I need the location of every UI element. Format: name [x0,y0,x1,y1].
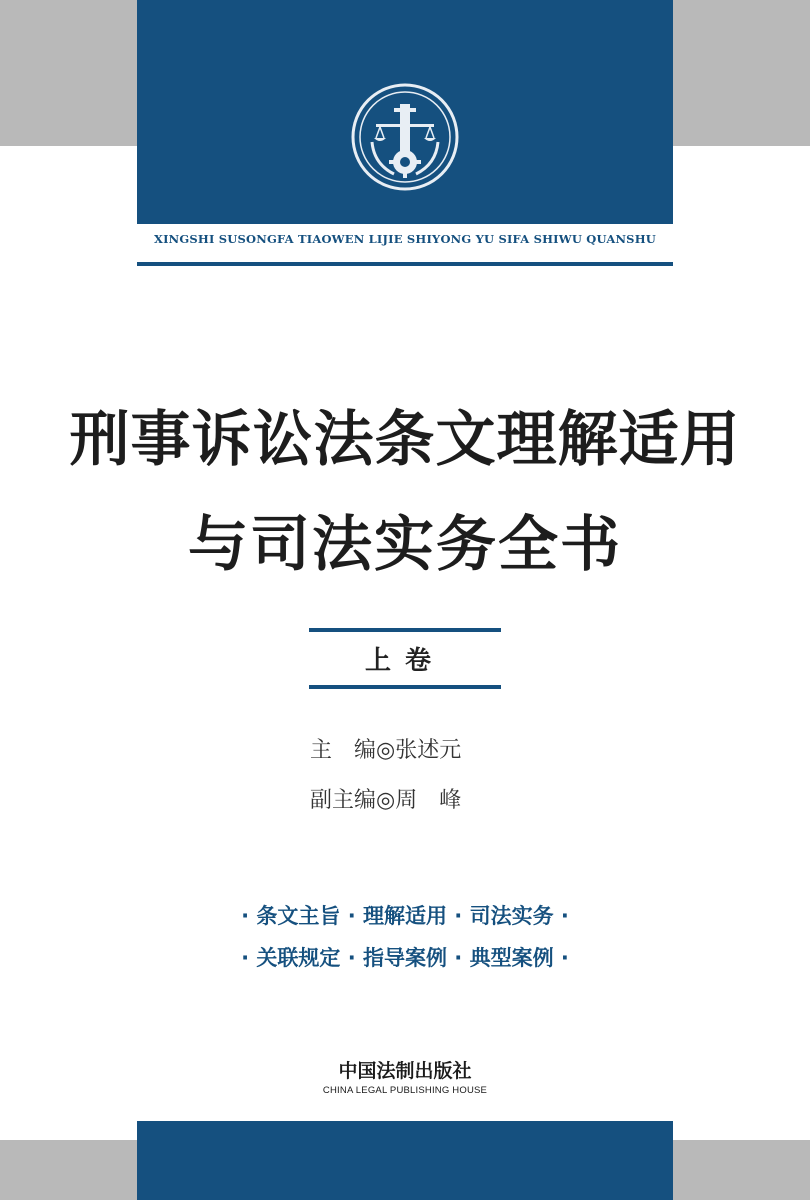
feature-list-line-1: · 条文主旨 · 理解适用 · 司法实务 · [241,904,569,928]
series-pinyin-title: XINGSHI SUSONGFA TIAOWEN LIJIE SHIYONG YU SIFA SHIWU QUANSHU [153,232,656,246]
volume-rule-top [309,628,501,632]
deputy-editor: 副主编◎周 峰 [310,788,462,813]
volume-rule-bottom [309,685,501,689]
divider-rule [137,262,673,266]
bottom-blue-panel [137,1121,673,1200]
court-emblem-icon [350,82,460,192]
feature-list-line-2: · 关联规定 · 指导案例 · 典型案例 · [241,946,569,970]
volume-label: 上卷 [364,646,445,676]
publisher-name: 中国法制出版社 [338,1060,472,1082]
book-title-line-1: 刑事诉讼法条文理解适用 [69,405,741,475]
publisher-name-english: CHINA LEGAL PUBLISHING HOUSE [322,1085,488,1096]
book-title-line-2: 与司法实务全书 [188,510,622,580]
chief-editor: 主 编◎张述元 [310,738,462,763]
